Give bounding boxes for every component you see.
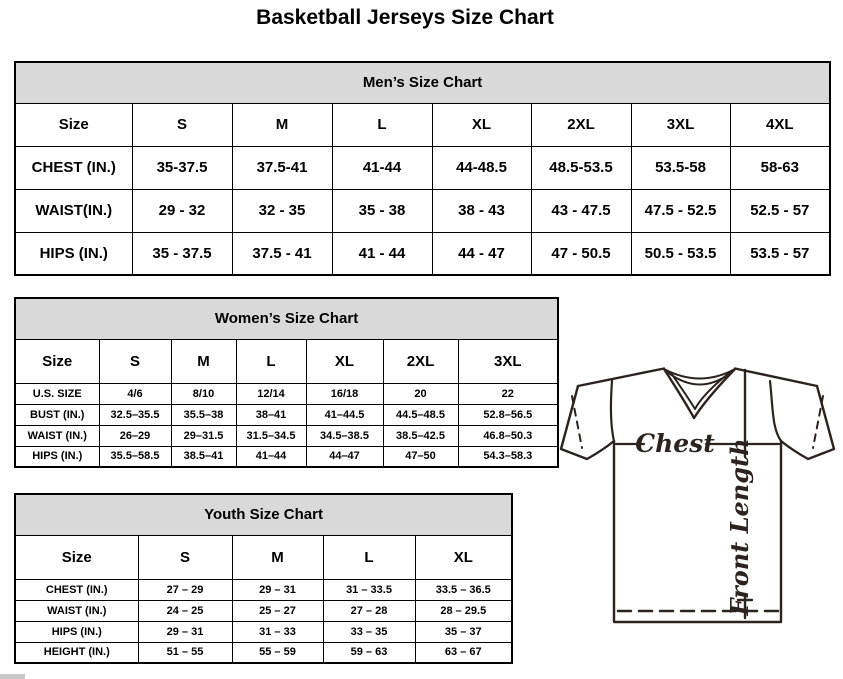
- size-cell: 29 – 31: [232, 579, 323, 600]
- size-cell: 35 - 37.5: [132, 232, 232, 275]
- column-header: S: [132, 103, 232, 146]
- column-header: S: [99, 339, 171, 383]
- table-row: [15, 446, 558, 467]
- column-header: Size: [15, 535, 138, 579]
- size-cell: 35.5–38: [171, 404, 236, 425]
- table-row: [15, 146, 830, 189]
- size-cell: 35 – 37: [415, 621, 512, 642]
- table-row: [15, 383, 558, 404]
- size-cell: 12/14: [236, 383, 306, 404]
- size-cell: 58-63: [730, 146, 830, 189]
- size-cell: 38–41: [236, 404, 306, 425]
- table-row: [15, 404, 558, 425]
- column-header: XL: [306, 339, 383, 383]
- table-row: [15, 579, 512, 600]
- size-cell: 54.3–58.3: [458, 446, 558, 467]
- column-header: 3XL: [631, 103, 730, 146]
- size-cell: 27 – 29: [138, 579, 232, 600]
- column-header: S: [138, 535, 232, 579]
- jersey-outline: [578, 369, 664, 387]
- row-label: HIPS (IN.): [15, 232, 132, 275]
- size-cell: 44.5–48.5: [383, 404, 458, 425]
- column-header: L: [236, 339, 306, 383]
- row-label: HIPS (IN.): [15, 621, 138, 642]
- size-cell: 8/10: [171, 383, 236, 404]
- size-cell: 34.5–38.5: [306, 425, 383, 446]
- womens-header-row: [15, 339, 558, 383]
- size-cell: 31 – 33: [232, 621, 323, 642]
- table-row: [15, 232, 830, 275]
- youth-size-chart: [14, 493, 513, 664]
- size-cell: 32 - 35: [232, 189, 332, 232]
- size-cell: 32.5–35.5: [99, 404, 171, 425]
- cuff-dash-right: [813, 396, 823, 448]
- cuff-dash-left: [572, 396, 582, 448]
- size-cell: 24 – 25: [138, 600, 232, 621]
- size-cell: 35 - 38: [332, 189, 432, 232]
- size-cell: 20: [383, 383, 458, 404]
- size-cell: 44–47: [306, 446, 383, 467]
- column-header: XL: [432, 103, 531, 146]
- column-header: L: [332, 103, 432, 146]
- size-cell: 55 – 59: [232, 642, 323, 663]
- column-header: Size: [15, 339, 99, 383]
- page-title: Basketball Jerseys Size Chart: [256, 6, 554, 29]
- size-cell: 41–44: [236, 446, 306, 467]
- row-label: U.S. SIZE: [15, 383, 99, 404]
- row-label: HEIGHT (IN.): [15, 642, 138, 663]
- size-cell: 26–29: [99, 425, 171, 446]
- size-cell: 52.8–56.5: [458, 404, 558, 425]
- size-cell: 22: [458, 383, 558, 404]
- jersey-measurement-diagram: [552, 358, 842, 633]
- womens-size-chart: [14, 297, 559, 468]
- size-cell: 47–50: [383, 446, 458, 467]
- row-label: WAIST (IN.): [15, 600, 138, 621]
- size-cell: 29 – 31: [138, 621, 232, 642]
- womens-chart-title: Women’s Size Chart: [15, 298, 558, 339]
- size-cell: 41 - 44: [332, 232, 432, 275]
- size-cell: 46.8–50.3: [458, 425, 558, 446]
- size-cell: 16/18: [306, 383, 383, 404]
- size-cell: 35-37.5: [132, 146, 232, 189]
- table-row: [15, 621, 512, 642]
- size-cell: 50.5 - 53.5: [631, 232, 730, 275]
- size-cell: 51 – 55: [138, 642, 232, 663]
- column-header: L: [323, 535, 415, 579]
- size-cell: 43 - 47.5: [531, 189, 631, 232]
- size-cell: 33.5 – 36.5: [415, 579, 512, 600]
- column-header: M: [232, 535, 323, 579]
- size-cell: 38 - 43: [432, 189, 531, 232]
- size-cell: 28 – 29.5: [415, 600, 512, 621]
- column-header: 3XL: [458, 339, 558, 383]
- size-cell: 44 - 47: [432, 232, 531, 275]
- size-cell: 41–44.5: [306, 404, 383, 425]
- size-cell: 48.5-53.5: [531, 146, 631, 189]
- size-cell: 47 - 50.5: [531, 232, 631, 275]
- column-header: 2XL: [383, 339, 458, 383]
- row-label: CHEST (IN.): [15, 146, 132, 189]
- size-cell: 53.5 - 57: [730, 232, 830, 275]
- size-cell: 4/6: [99, 383, 171, 404]
- size-cell: 27 – 28: [323, 600, 415, 621]
- size-cell: 25 – 27: [232, 600, 323, 621]
- youth-chart-title: Youth Size Chart: [15, 494, 512, 535]
- mens-header-row: [15, 103, 830, 146]
- table-row: [15, 425, 558, 446]
- size-cell: 37.5 - 41: [232, 232, 332, 275]
- row-label: WAIST (IN.): [15, 425, 99, 446]
- size-cell: 35.5–58.5: [99, 446, 171, 467]
- size-cell: 44-48.5: [432, 146, 531, 189]
- size-cell: 29–31.5: [171, 425, 236, 446]
- size-cell: 41-44: [332, 146, 432, 189]
- row-label: CHEST (IN.): [15, 579, 138, 600]
- column-header: XL: [415, 535, 512, 579]
- size-cell: 38.5–42.5: [383, 425, 458, 446]
- column-header: Size: [15, 103, 132, 146]
- row-label: HIPS (IN.): [15, 446, 99, 467]
- table-row: [15, 600, 512, 621]
- size-cell: 53.5-58: [631, 146, 730, 189]
- row-label: BUST (IN.): [15, 404, 99, 425]
- size-cell: 29 - 32: [132, 189, 232, 232]
- size-cell: 31.5–34.5: [236, 425, 306, 446]
- column-header: M: [232, 103, 332, 146]
- column-header: M: [171, 339, 236, 383]
- front-length-label: Front Length: [725, 438, 754, 616]
- column-header: 2XL: [531, 103, 631, 146]
- table-row: [15, 642, 512, 663]
- size-cell: 59 – 63: [323, 642, 415, 663]
- mens-chart-title: Men’s Size Chart: [15, 62, 830, 103]
- chest-label: Chest: [635, 429, 715, 458]
- size-cell: 31 – 33.5: [323, 579, 415, 600]
- column-header: 4XL: [730, 103, 830, 146]
- size-cell: 52.5 - 57: [730, 189, 830, 232]
- scrollbar-fragment[interactable]: [0, 674, 25, 679]
- youth-header-row: [15, 535, 512, 579]
- row-label: WAIST(IN.): [15, 189, 132, 232]
- size-cell: 33 – 35: [323, 621, 415, 642]
- size-cell: 38.5–41: [171, 446, 236, 467]
- table-row: [15, 189, 830, 232]
- size-cell: 37.5-41: [232, 146, 332, 189]
- size-cell: 47.5 - 52.5: [631, 189, 730, 232]
- size-cell: 63 – 67: [415, 642, 512, 663]
- mens-size-chart: [14, 61, 831, 276]
